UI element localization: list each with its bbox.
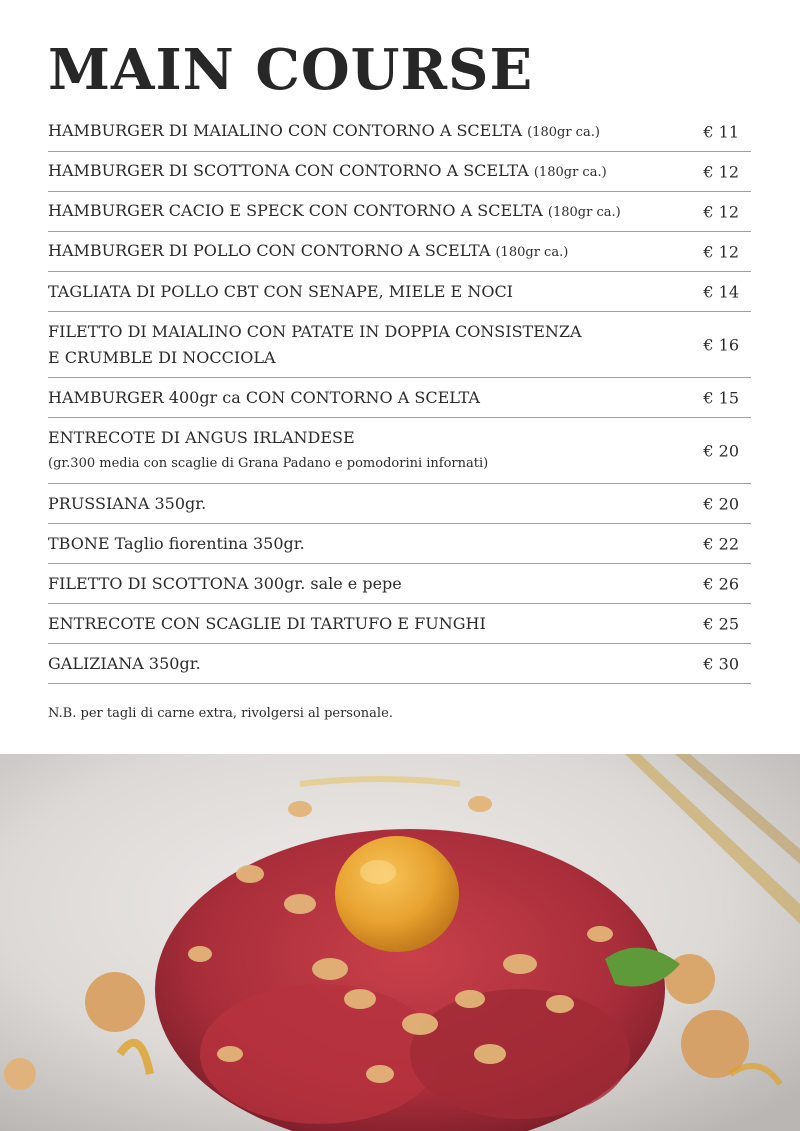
menu-item	[48, 644, 751, 684]
item-name: HAMBURGER DI POLLO CON CONTORNO A SCELTA	[48, 240, 491, 260]
item-name: ENTRECOTE CON SCAGLIE DI TARTUFO E FUNGHI	[48, 613, 486, 633]
food-photo	[0, 754, 800, 1131]
page-title: MAIN COURSE	[48, 37, 534, 103]
item-price: € 20	[703, 494, 739, 513]
item-price: € 12	[703, 162, 739, 181]
item-name: ENTRECOTE DI ANGUS IRLANDESE	[48, 427, 355, 447]
item-price: € 20	[703, 441, 739, 460]
menu-item	[48, 564, 751, 604]
item-price: € 16	[703, 335, 739, 354]
item-price: € 26	[703, 574, 739, 593]
menu-item	[48, 378, 751, 418]
item-price: € 12	[703, 202, 739, 221]
item-name: TBONE Taglio fiorentina 350gr.	[48, 533, 305, 553]
item-detail: (180gr ca.)	[527, 124, 600, 140]
item-price: € 30	[703, 654, 739, 673]
menu-item	[48, 604, 751, 644]
menu-item	[48, 112, 751, 152]
menu-item	[48, 418, 751, 484]
menu-item	[48, 312, 751, 378]
menu-item	[48, 192, 751, 232]
footnote: N.B. per tagli di carne extra, rivolgersi al personale.	[48, 706, 393, 721]
menu-item	[48, 272, 751, 312]
item-detail: (180gr ca.)	[533, 164, 607, 180]
item-name: HAMBURGER CACIO E SPECK CON CONTORNO A SCELTA	[48, 200, 543, 220]
item-price: € 14	[703, 282, 739, 301]
item-price: € 22	[703, 534, 739, 553]
item-price: € 12	[703, 242, 739, 261]
menu-item	[48, 152, 751, 192]
item-name: FILETTO DI SCOTTONA 300gr. sale e pepe	[48, 573, 402, 593]
item-name: PRUSSIANA 350gr.	[48, 493, 207, 513]
item-price: € 11	[703, 122, 739, 141]
menu-list	[48, 112, 751, 684]
item-name: HAMBURGER 400gr ca CON CONTORNO A SCELTA	[48, 387, 480, 407]
item-name: HAMBURGER DI SCOTTONA CON CONTORNO A SCELTA	[48, 160, 529, 180]
item-name: HAMBURGER DI MAIALINO CON CONTORNO A SCELTA	[48, 120, 523, 140]
item-name: GALIZIANA 350gr.	[48, 653, 201, 673]
menu-item	[48, 484, 751, 524]
item-price: € 15	[703, 388, 739, 407]
item-name: FILETTO DI MAIALINO CON PATATE IN DOPPIA CONSISTENZA	[48, 321, 582, 341]
item-price: € 25	[703, 614, 739, 633]
menu-item	[48, 524, 751, 564]
item-name: TAGLIATA DI POLLO CBT CON SENAPE, MIELE E NOCI	[48, 281, 513, 301]
item-detail: (gr.300 media con scaglie di Grana Padano e pomodorini infornati)	[48, 455, 489, 471]
item-detail: (180gr ca.)	[547, 204, 621, 220]
item-detail: (180gr ca.)	[495, 244, 569, 260]
tartare-illustration	[0, 754, 800, 1131]
item-name-line2: E CRUMBLE DI NOCCIOLA	[48, 347, 276, 367]
menu-item	[48, 232, 751, 272]
